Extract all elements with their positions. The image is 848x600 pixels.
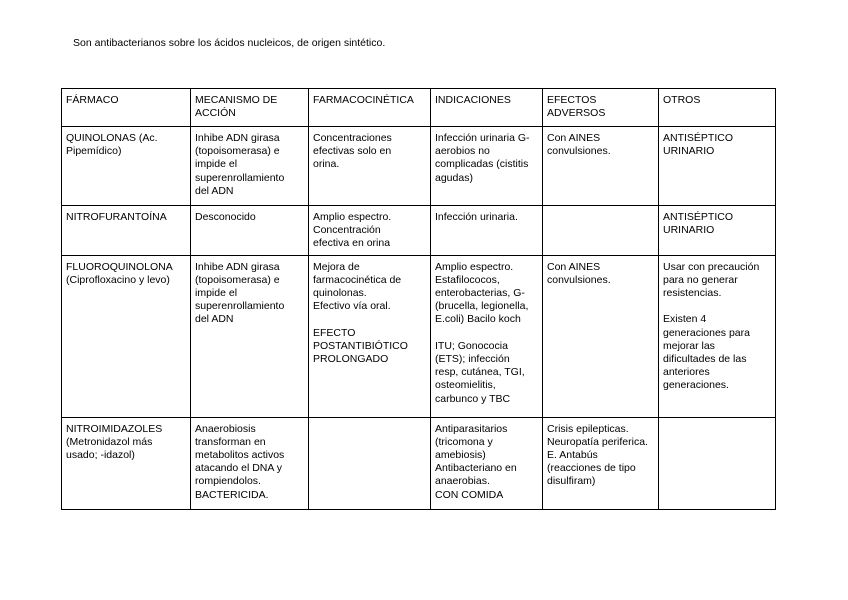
cell-text: Inhibe ADN girasa (topoisomerasa) e impide el superenrollamiento del ADN bbox=[195, 260, 285, 326]
header-cell-text: OTROS bbox=[663, 94, 701, 106]
cell-otros bbox=[659, 255, 776, 417]
cell-text: Infección urinaria G- aerobios no complicadas (cistitis agudas) bbox=[435, 132, 530, 184]
cell-indicaciones bbox=[431, 127, 543, 206]
cell-text: Amplio espectro. Concentración efectiva en orina bbox=[313, 211, 392, 250]
cell-text: ANTISÉPTICO URINARIO bbox=[663, 132, 734, 158]
header-farmaco bbox=[62, 89, 191, 127]
cell-farmaco bbox=[62, 417, 191, 509]
table-header-row bbox=[62, 89, 776, 127]
cell-indicaciones bbox=[431, 206, 543, 256]
cell-text: Mejora de farmacocinética de quinolonas. Efectivo vía oral. EFECTO POSTANTIBIÓTICO PROLONGADO bbox=[313, 260, 408, 366]
cell-mecanismo bbox=[191, 206, 309, 256]
cell-text: QUINOLONAS (Ac. Pipemídico) bbox=[66, 132, 158, 158]
cell-text: Amplio espectro. Estafilococos, enterobacterias, G- (brucella, legionella, E.coli) Bacilo koch ITU; Gonococia (ETS); infección resp, cutánea, TGI, osteomielitis, carbunco y TBC bbox=[435, 260, 529, 405]
cell-text: Crisis epilepticas. Neuropatía periferica. E. Antabús (reacciones de tipo disulfiram) bbox=[547, 422, 648, 488]
cell-farmaco bbox=[62, 206, 191, 256]
cell-text: Con AINES convulsiones. bbox=[547, 132, 611, 158]
cell-otros bbox=[659, 206, 776, 256]
header-indicaciones bbox=[431, 89, 543, 127]
header-cell-text: FARMACOCINÉTICA bbox=[313, 94, 414, 106]
header-otros bbox=[659, 89, 776, 127]
cell-indicaciones bbox=[431, 417, 543, 509]
cell-text: NITROIMIDAZOLES (Metronidazol más usado; -idazol) bbox=[66, 422, 163, 462]
header-efectos bbox=[543, 89, 659, 127]
cell-text: FLUOROQUINOLONA (Ciprofloxacino y levo) bbox=[66, 260, 173, 286]
cell-mecanismo bbox=[191, 127, 309, 206]
cell-text: Anaerobiosis transforman en metabolitos activos atacando el DNA y rompiendolos. BACTERICIDA. bbox=[195, 422, 285, 501]
cell-text: Con AINES convulsiones. bbox=[547, 260, 611, 286]
cell-indicaciones bbox=[431, 255, 543, 417]
header-farmacocinetica bbox=[309, 89, 431, 127]
cell-efectos bbox=[543, 127, 659, 206]
cell-farmacocinetica bbox=[309, 206, 431, 256]
cell-text: Usar con precaución para no generar resistencias. Existen 4 generaciones para mejorar las dificultades de las anteriores generaciones. bbox=[663, 260, 760, 392]
cell-farmacocinetica bbox=[309, 417, 431, 509]
cell-text: NITROFURANTOÍNA bbox=[66, 211, 167, 223]
cell-text: Desconocido bbox=[195, 211, 256, 223]
cell-otros bbox=[659, 417, 776, 509]
header-cell-text: FÁRMACO bbox=[66, 94, 119, 106]
header-cell-text: INDICACIONES bbox=[435, 94, 511, 106]
cell-text: ANTISÉPTICO URINARIO bbox=[663, 211, 734, 237]
header-cell-text: EFECTOS ADVERSOS bbox=[547, 94, 606, 120]
cell-efectos bbox=[543, 206, 659, 256]
table-row bbox=[62, 255, 776, 417]
cell-mecanismo bbox=[191, 255, 309, 417]
table-row bbox=[62, 127, 776, 206]
cell-efectos bbox=[543, 417, 659, 509]
intro-text: Son antibacterianos sobre los ácidos nucleicos, de origen sintético. bbox=[73, 37, 386, 49]
cell-farmaco bbox=[62, 255, 191, 417]
table-row bbox=[62, 417, 776, 509]
cell-otros bbox=[659, 127, 776, 206]
cell-farmacocinetica bbox=[309, 127, 431, 206]
cell-farmacocinetica bbox=[309, 255, 431, 417]
header-mecanismo bbox=[191, 89, 309, 127]
drug-table bbox=[61, 88, 776, 510]
cell-text: Concentraciones efectivas solo en orina. bbox=[313, 132, 392, 171]
cell-text: Inhibe ADN girasa (topoisomerasa) e impide el superenrollamiento del ADN bbox=[195, 132, 285, 197]
header-cell-text: MECANISMO DE ACCIÓN bbox=[195, 94, 278, 120]
cell-efectos bbox=[543, 255, 659, 417]
cell-mecanismo bbox=[191, 417, 309, 509]
cell-farmaco bbox=[62, 127, 191, 206]
cell-text: Infección urinaria. bbox=[435, 211, 518, 223]
table-row bbox=[62, 206, 776, 256]
cell-text: Antiparasitarios (tricomona y amebiosis) Antibacteriano en anaerobias. CON COMIDA bbox=[435, 422, 517, 501]
